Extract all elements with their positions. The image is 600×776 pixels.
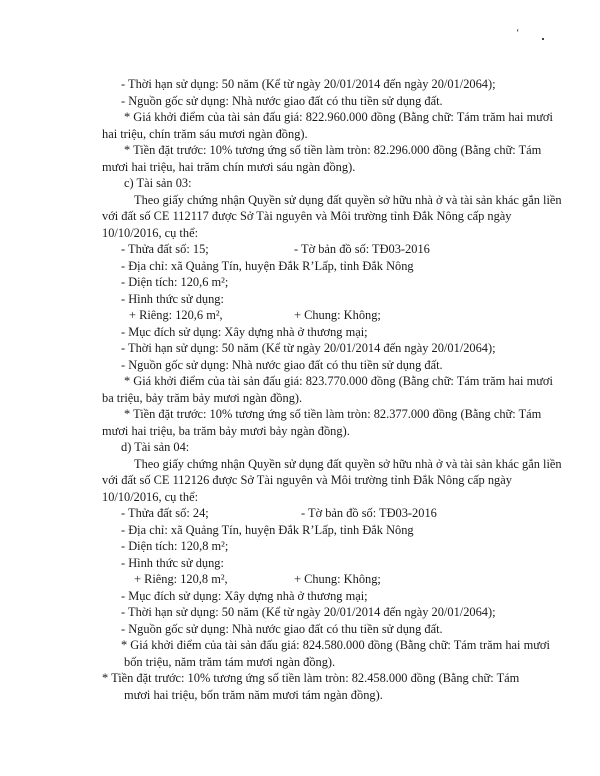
section-heading: c) Tài sản 03:: [124, 176, 192, 190]
text-line: + Riêng: 120,8 m²,: [134, 572, 228, 586]
text-line: bốn triệu, năm trăm tám mươi ngàn đồng).: [124, 655, 336, 669]
text-line: - Địa chỉ: xã Quảng Tín, huyện Đắk R’Lấp, tỉnh Đắk Nông: [121, 523, 414, 537]
text-line: - Nguồn gốc sử dụng: Nhà nước giao đất có thu tiền sử dụng đất.: [121, 622, 443, 636]
corner-mark: ‘: [516, 28, 520, 39]
text-line: * Tiền đặt trước: 10% tương ứng số tiền làm tròn: 82.296.000 đồng (Bằng chữ: Tám: [124, 143, 542, 157]
text-line: - Thửa đất số: 15;: [121, 242, 209, 256]
text-line: + Riêng: 120,6 m²,: [129, 308, 223, 322]
text-line: - Nguồn gốc sử dụng: Nhà nước giao đất có thu tiền sử dụng đất.: [121, 358, 443, 372]
text-line: * Giá khởi điểm của tài sản đấu giá: 824.580.000 đồng (Bằng chữ: Tám trăm hai mươi: [121, 638, 550, 652]
text-line: * Giá khởi điểm của tài sản đấu giá: 822.960.000 đồng (Bằng chữ: Tám trăm hai mươi: [124, 110, 553, 124]
text-line: với đất số CE 112126 được Sở Tài nguyên và Môi trường tỉnh Đắk Nông cấp ngày: [102, 473, 512, 487]
text-line: mươi hai triệu, hai trăm chín mươi sáu ngàn đồng).: [102, 160, 356, 174]
text-line: - Diện tích: 120,6 m²;: [121, 275, 229, 289]
section-heading: d) Tài sản 04:: [121, 440, 190, 454]
text-line: * Tiền đặt trước: 10% tương ứng số tiền làm tròn: 82.458.000 đồng (Bằng chữ: Tám: [102, 671, 520, 685]
text-line: Theo giấy chứng nhận Quyền sử dụng đất quyền sở hữu nhà ở và tài sản khác gắn liền: [134, 193, 562, 207]
text-line: - Hình thức sử dụng:: [121, 292, 224, 306]
text-line: * Tiền đặt trước: 10% tương ứng số tiền làm tròn: 82.377.000 đồng (Bằng chữ: Tám: [124, 407, 542, 421]
text-line: - Thửa đất số: 24;: [121, 506, 209, 520]
text-line: với đất số CE 112117 được Sở Tài nguyên và Môi trường tỉnh Đắk Nông cấp ngày: [102, 209, 512, 223]
text-line: 10/10/2016, cụ thể:: [102, 226, 199, 240]
text-line: 10/10/2016, cụ thể:: [102, 490, 199, 504]
text-line: - Thời hạn sử dụng: 50 năm (Kể từ ngày 20/01/2014 đến ngày 20/01/2064);: [121, 77, 496, 91]
text-line: + Chung: Không;: [294, 308, 381, 322]
text-line: ba triệu, bảy trăm bảy mươi ngàn đồng).: [102, 391, 303, 405]
text-line: Theo giấy chứng nhận Quyền sử dụng đất quyền sở hữu nhà ở và tài sản khác gắn liền: [134, 457, 562, 471]
text-line: mươi hai triệu, bốn trăm năm mươi tám ngàn đồng).: [124, 688, 383, 702]
text-line: - Nguồn gốc sử dụng: Nhà nước giao đất có thu tiền sử dụng đất.: [121, 94, 443, 108]
text-line: * Giá khởi điểm của tài sản đấu giá: 823.770.000 đồng (Bằng chữ: Tám trăm hai mươi: [124, 374, 553, 388]
text-line: - Tờ bản đồ số: TĐ03-2016: [294, 242, 430, 256]
text-line: + Chung: Không;: [294, 572, 381, 586]
text-line: - Địa chỉ: xã Quảng Tín, huyện Đắk R’Lấp, tỉnh Đắk Nông: [121, 259, 414, 273]
text-line: - Hình thức sử dụng:: [121, 556, 224, 570]
text-line: - Diện tích: 120,8 m²;: [121, 539, 229, 553]
text-line: mươi hai triệu, ba trăm bảy mươi bảy ngàn đồng).: [102, 424, 350, 438]
text-line: - Thời hạn sử dụng: 50 năm (Kể từ ngày 20/01/2014 đến ngày 20/01/2064);: [121, 341, 496, 355]
corner-dot: [542, 38, 544, 40]
text-line: - Tờ bản đồ số: TĐ03-2016: [301, 506, 437, 520]
text-line: hai triệu, chín trăm sáu mươi ngàn đồng).: [102, 127, 308, 141]
text-line: - Mục đích sử dụng: Xây dựng nhà ở thương mại;: [121, 589, 368, 603]
text-line: - Mục đích sử dụng: Xây dựng nhà ở thương mại;: [121, 325, 368, 339]
text-line: - Thời hạn sử dụng: 50 năm (Kể từ ngày 20/01/2014 đến ngày 20/01/2064);: [121, 605, 496, 619]
